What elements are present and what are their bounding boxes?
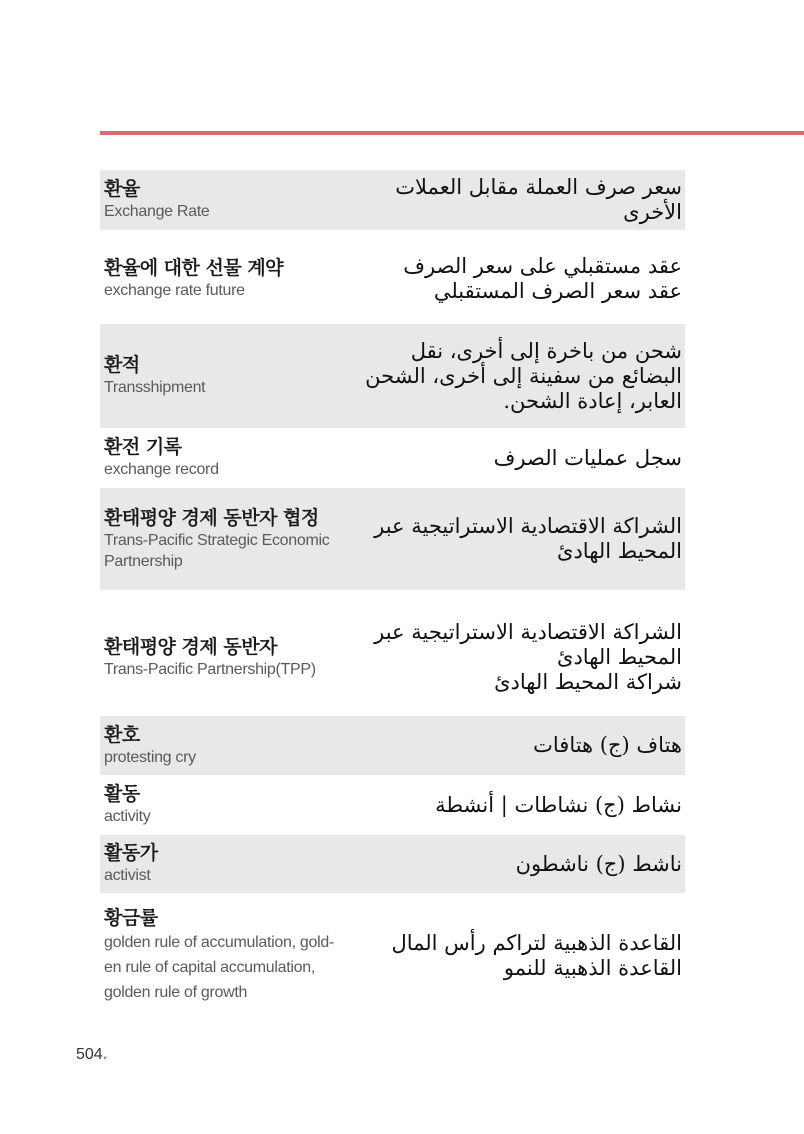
english-term: exchange record — [104, 461, 219, 478]
korean-term: 환태평양 경제 동반자 — [104, 635, 277, 658]
english-term: golden rule of accumulation, gold-en rule of capital accumulation, golden rule of growth — [104, 934, 334, 1001]
top-accent-rule — [100, 131, 804, 135]
page-number: 504. — [76, 1046, 108, 1063]
english-term: activist — [104, 867, 151, 884]
korean-term: 활동가 — [104, 842, 158, 864]
korean-term: 환율 — [104, 178, 140, 200]
arabic-translation: نشاط (ج) نشاطات | أنشطة — [435, 792, 682, 817]
arabic-translation: هتاف (ج) هتافات — [533, 733, 682, 757]
korean-term: 환전 기록 — [104, 436, 182, 458]
arabic-translation: عقد مستقبلي على سعر الصرف عقد سعر الصرف المستقبلي — [403, 254, 682, 303]
arabic-translation: سعر صرف العملة مقابل العملات الأخرى — [395, 175, 682, 224]
glossary-entry — [100, 716, 685, 775]
english-term: Transshipment — [104, 379, 206, 396]
english-term: Trans-Pacific Partnership(TPP) — [104, 660, 316, 678]
glossary-entry — [100, 835, 685, 893]
korean-term: 환적 — [104, 354, 140, 376]
arabic-translation: الشراكة الاقتصادية الاستراتيجية عبر المحيط الهادئ — [374, 514, 682, 563]
korean-term: 활동 — [104, 783, 140, 805]
glossary-entry — [100, 488, 685, 590]
english-term: Exchange Rate — [104, 203, 210, 220]
page-number-dot: . — [102, 1046, 108, 1063]
glossary-entry — [100, 903, 685, 1009]
arabic-translation: الشراكة الاقتصادية الاستراتيجية عبر المحيط الهادئ شراكة المحيط الهادئ — [374, 620, 682, 694]
arabic-translation: ناشط (ج) ناشطون — [515, 851, 682, 876]
glossary-entry — [100, 170, 685, 230]
korean-term: 황금률 — [104, 907, 158, 929]
glossary-entry — [100, 430, 685, 486]
glossary-entry — [100, 777, 685, 833]
arabic-translation: شحن من باخرة إلى أخرى، نقل البضائع من سفينة إلى أخرى، الشحن العابر، إعادة الشحن. — [365, 338, 682, 413]
english-term: protesting cry — [104, 748, 196, 766]
english-term: activity — [104, 808, 151, 825]
arabic-translation: القاعدة الذهبية لتراكم رأس المال القاعدة الذهبية للنمو — [391, 931, 682, 980]
arabic-translation: سجل عمليات الصرف — [493, 445, 682, 470]
korean-term: 환태평양 경제 동반자 협정 — [104, 506, 319, 529]
glossary-entry — [100, 324, 685, 428]
glossary-entry — [100, 245, 685, 313]
korean-term: 환율에 대한 선물 계약 — [104, 257, 284, 279]
english-term: exchange rate future — [104, 282, 245, 299]
glossary-entry — [100, 605, 685, 710]
english-term: Trans-Pacific Strategic Economic Partnership — [104, 531, 330, 570]
korean-term: 환호 — [104, 723, 140, 746]
